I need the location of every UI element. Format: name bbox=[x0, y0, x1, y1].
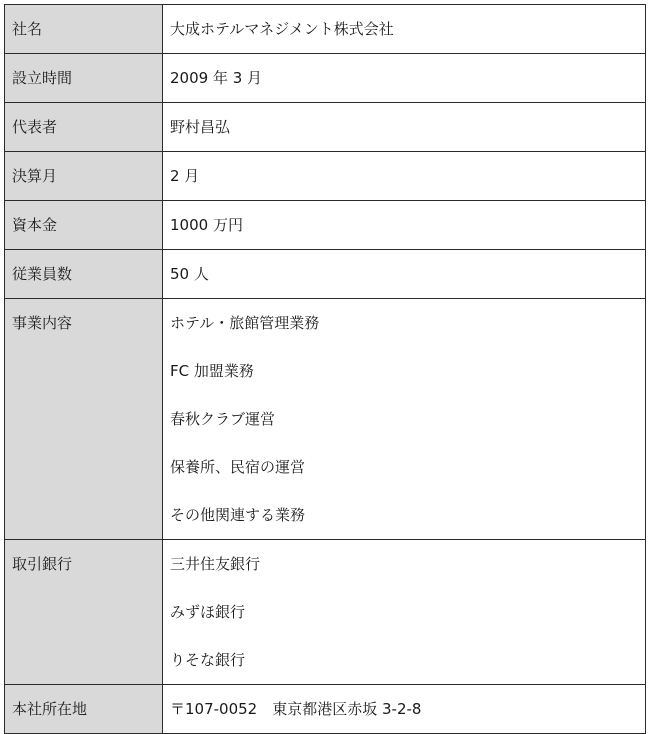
value-business-item: FC 加盟業務 bbox=[170, 362, 254, 380]
label-business: 事業内容 bbox=[12, 314, 73, 332]
label-established: 設立時間 bbox=[12, 69, 73, 87]
value-cell bbox=[163, 152, 646, 201]
value-established: 2009 年 3 月 bbox=[170, 69, 263, 87]
row-headquarters bbox=[5, 685, 646, 734]
value-cell bbox=[163, 54, 646, 103]
label-company-name: 社名 bbox=[12, 20, 43, 38]
value-capital: 1000 万円 bbox=[170, 216, 243, 234]
company-profile-table bbox=[4, 4, 646, 734]
label-headquarters: 本社所在地 bbox=[12, 700, 88, 718]
label-cell bbox=[5, 299, 163, 540]
value-business-item: その他関連する業務 bbox=[170, 506, 306, 524]
value-bank-item: みずほ銀行 bbox=[170, 603, 246, 621]
label-cell bbox=[5, 201, 163, 250]
value-cell bbox=[163, 250, 646, 299]
label-capital: 資本金 bbox=[12, 216, 58, 234]
value-business-item: ホテル・旅館管理業務 bbox=[170, 314, 320, 332]
value-representative: 野村昌弘 bbox=[170, 118, 231, 136]
row-fiscal-month bbox=[5, 152, 646, 201]
value-fiscal-month: 2 月 bbox=[170, 167, 200, 185]
row-company-name bbox=[5, 5, 646, 54]
label-banks: 取引銀行 bbox=[12, 555, 73, 573]
label-cell bbox=[5, 685, 163, 734]
row-representative bbox=[5, 103, 646, 152]
value-cell bbox=[163, 103, 646, 152]
row-banks bbox=[5, 540, 646, 685]
label-cell bbox=[5, 103, 163, 152]
value-cell bbox=[163, 685, 646, 734]
row-business bbox=[5, 299, 646, 540]
row-established bbox=[5, 54, 646, 103]
value-bank-item: 三井住友銀行 bbox=[170, 555, 261, 573]
value-cell bbox=[163, 299, 646, 540]
value-company-name: 大成ホテルマネジメント株式会社 bbox=[170, 20, 394, 38]
value-business-item: 春秋クラブ運営 bbox=[170, 410, 276, 428]
value-cell bbox=[163, 201, 646, 250]
label-cell bbox=[5, 250, 163, 299]
value-headquarters: 〒107-0052 東京都港区赤坂 3-2-8 bbox=[170, 700, 422, 718]
row-employees bbox=[5, 250, 646, 299]
value-business-item: 保養所、民宿の運営 bbox=[170, 458, 306, 476]
value-bank-item: りそな銀行 bbox=[170, 651, 246, 669]
label-cell bbox=[5, 152, 163, 201]
label-cell bbox=[5, 54, 163, 103]
value-employees: 50 人 bbox=[170, 265, 209, 283]
value-cell bbox=[163, 540, 646, 685]
row-capital bbox=[5, 201, 646, 250]
label-employees: 従業員数 bbox=[12, 265, 73, 283]
label-cell bbox=[5, 5, 163, 54]
label-fiscal-month: 決算月 bbox=[12, 167, 58, 185]
label-representative: 代表者 bbox=[12, 118, 58, 136]
label-cell bbox=[5, 540, 163, 685]
value-cell bbox=[163, 5, 646, 54]
